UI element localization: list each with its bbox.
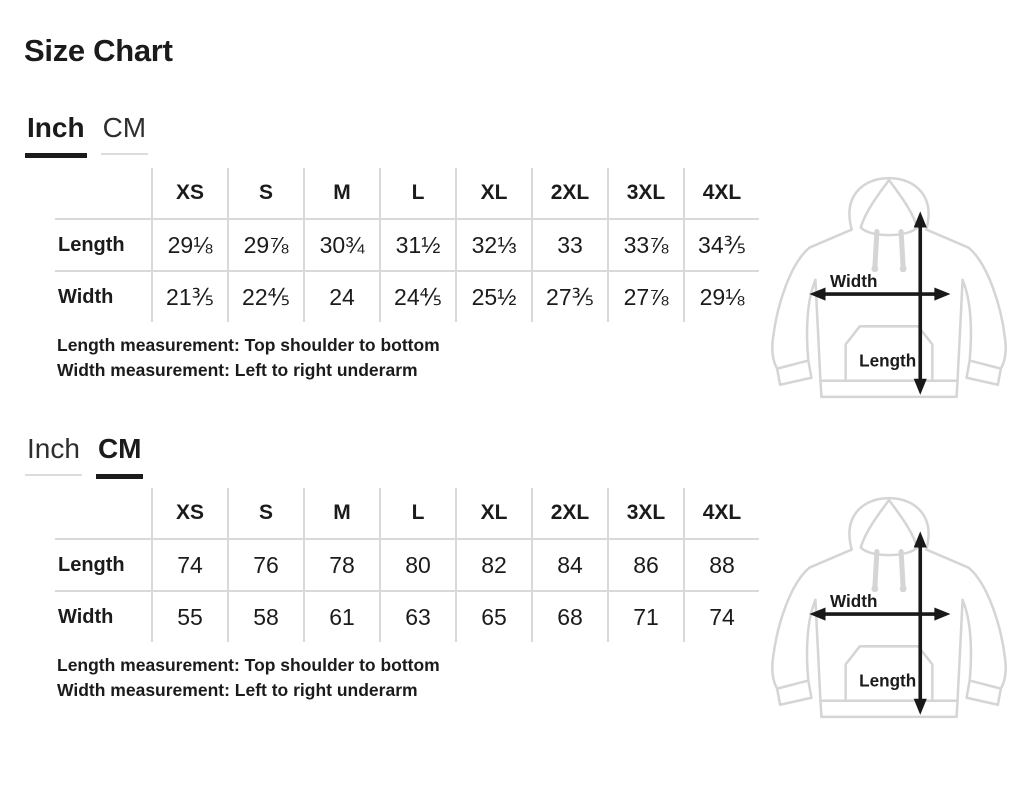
- column-header-3xl: 3XL: [607, 488, 683, 538]
- size-table-cm: [55, 488, 759, 642]
- row-label-width: Width: [55, 270, 151, 322]
- column-header-3xl: 3XL: [607, 168, 683, 218]
- column-header-xs: XS: [151, 168, 227, 218]
- size-value-cell: 33: [531, 218, 607, 270]
- size-value-cell: 21⅗: [151, 270, 227, 322]
- unit-toggle-inch-section: [25, 112, 162, 158]
- size-value-cell: 27⅗: [531, 270, 607, 322]
- size-value-cell: 88: [683, 538, 759, 590]
- size-value-cell: 22⅘: [227, 270, 303, 322]
- column-header-2xl: 2XL: [531, 488, 607, 538]
- size-value-cell: 30¾: [303, 218, 379, 270]
- size-value-cell: 33⅞: [607, 218, 683, 270]
- size-value-cell: 34⅗: [683, 218, 759, 270]
- size-value-cell: 71: [607, 590, 683, 642]
- tab-inch[interactable]: Inch: [25, 112, 87, 158]
- size-value-cell: 29⅛: [683, 270, 759, 322]
- measurement-notes: [57, 653, 440, 703]
- row-label-length: Length: [55, 538, 151, 590]
- size-value-cell: 74: [683, 590, 759, 642]
- width-arrow-label: Width: [830, 590, 878, 611]
- width-arrow-label: Width: [830, 270, 878, 291]
- row-label-length: Length: [55, 218, 151, 270]
- column-header-xl: XL: [455, 168, 531, 218]
- column-header-xl: XL: [455, 488, 531, 538]
- size-value-cell: 58: [227, 590, 303, 642]
- measurement-notes: [57, 333, 440, 383]
- corner-cell: [55, 488, 151, 538]
- column-header-l: L: [379, 488, 455, 538]
- hoodie-measurement-diagram: [763, 486, 1015, 730]
- size-value-cell: 24: [303, 270, 379, 322]
- column-header-4xl: 4XL: [683, 168, 759, 218]
- page-title: Size Chart: [24, 33, 173, 68]
- size-value-cell: 65: [455, 590, 531, 642]
- column-header-s: S: [227, 168, 303, 218]
- drawstring-icon: [871, 552, 906, 593]
- size-value-cell: 76: [227, 538, 303, 590]
- size-value-cell: 27⅞: [607, 270, 683, 322]
- size-value-cell: 29⅛: [151, 218, 227, 270]
- length-note: Length measurement: Top shoulder to bottom: [57, 335, 440, 355]
- size-value-cell: 25½: [455, 270, 531, 322]
- unit-toggle-cm-section: [25, 433, 157, 479]
- size-value-cell: 63: [379, 590, 455, 642]
- size-value-cell: 82: [455, 538, 531, 590]
- size-value-cell: 29⅞: [227, 218, 303, 270]
- width-note: Width measurement: Left to right underarm: [57, 680, 418, 700]
- length-arrow-label: Length: [859, 670, 917, 691]
- tab-cm[interactable]: CM: [96, 433, 144, 479]
- column-header-l: L: [379, 168, 455, 218]
- column-header-2xl: 2XL: [531, 168, 607, 218]
- size-value-cell: 32⅓: [455, 218, 531, 270]
- length-arrow-label: Length: [859, 350, 917, 371]
- size-value-cell: 68: [531, 590, 607, 642]
- size-value-cell: 86: [607, 538, 683, 590]
- corner-cell: [55, 168, 151, 218]
- hoodie-measurement-diagram: [763, 166, 1015, 410]
- size-value-cell: 24⅘: [379, 270, 455, 322]
- length-note: Length measurement: Top shoulder to bottom: [57, 655, 440, 675]
- column-header-s: S: [227, 488, 303, 538]
- column-header-xs: XS: [151, 488, 227, 538]
- size-value-cell: 61: [303, 590, 379, 642]
- size-value-cell: 84: [531, 538, 607, 590]
- drawstring-icon: [871, 232, 906, 273]
- column-header-m: M: [303, 488, 379, 538]
- column-header-4xl: 4XL: [683, 488, 759, 538]
- size-value-cell: 78: [303, 538, 379, 590]
- size-value-cell: 55: [151, 590, 227, 642]
- size-value-cell: 74: [151, 538, 227, 590]
- tab-cm[interactable]: CM: [101, 112, 149, 155]
- tab-inch[interactable]: Inch: [25, 433, 82, 476]
- size-value-cell: 80: [379, 538, 455, 590]
- width-note: Width measurement: Left to right underarm: [57, 360, 418, 380]
- size-table-inch: [55, 168, 759, 322]
- size-value-cell: 31½: [379, 218, 455, 270]
- row-label-width: Width: [55, 590, 151, 642]
- column-header-m: M: [303, 168, 379, 218]
